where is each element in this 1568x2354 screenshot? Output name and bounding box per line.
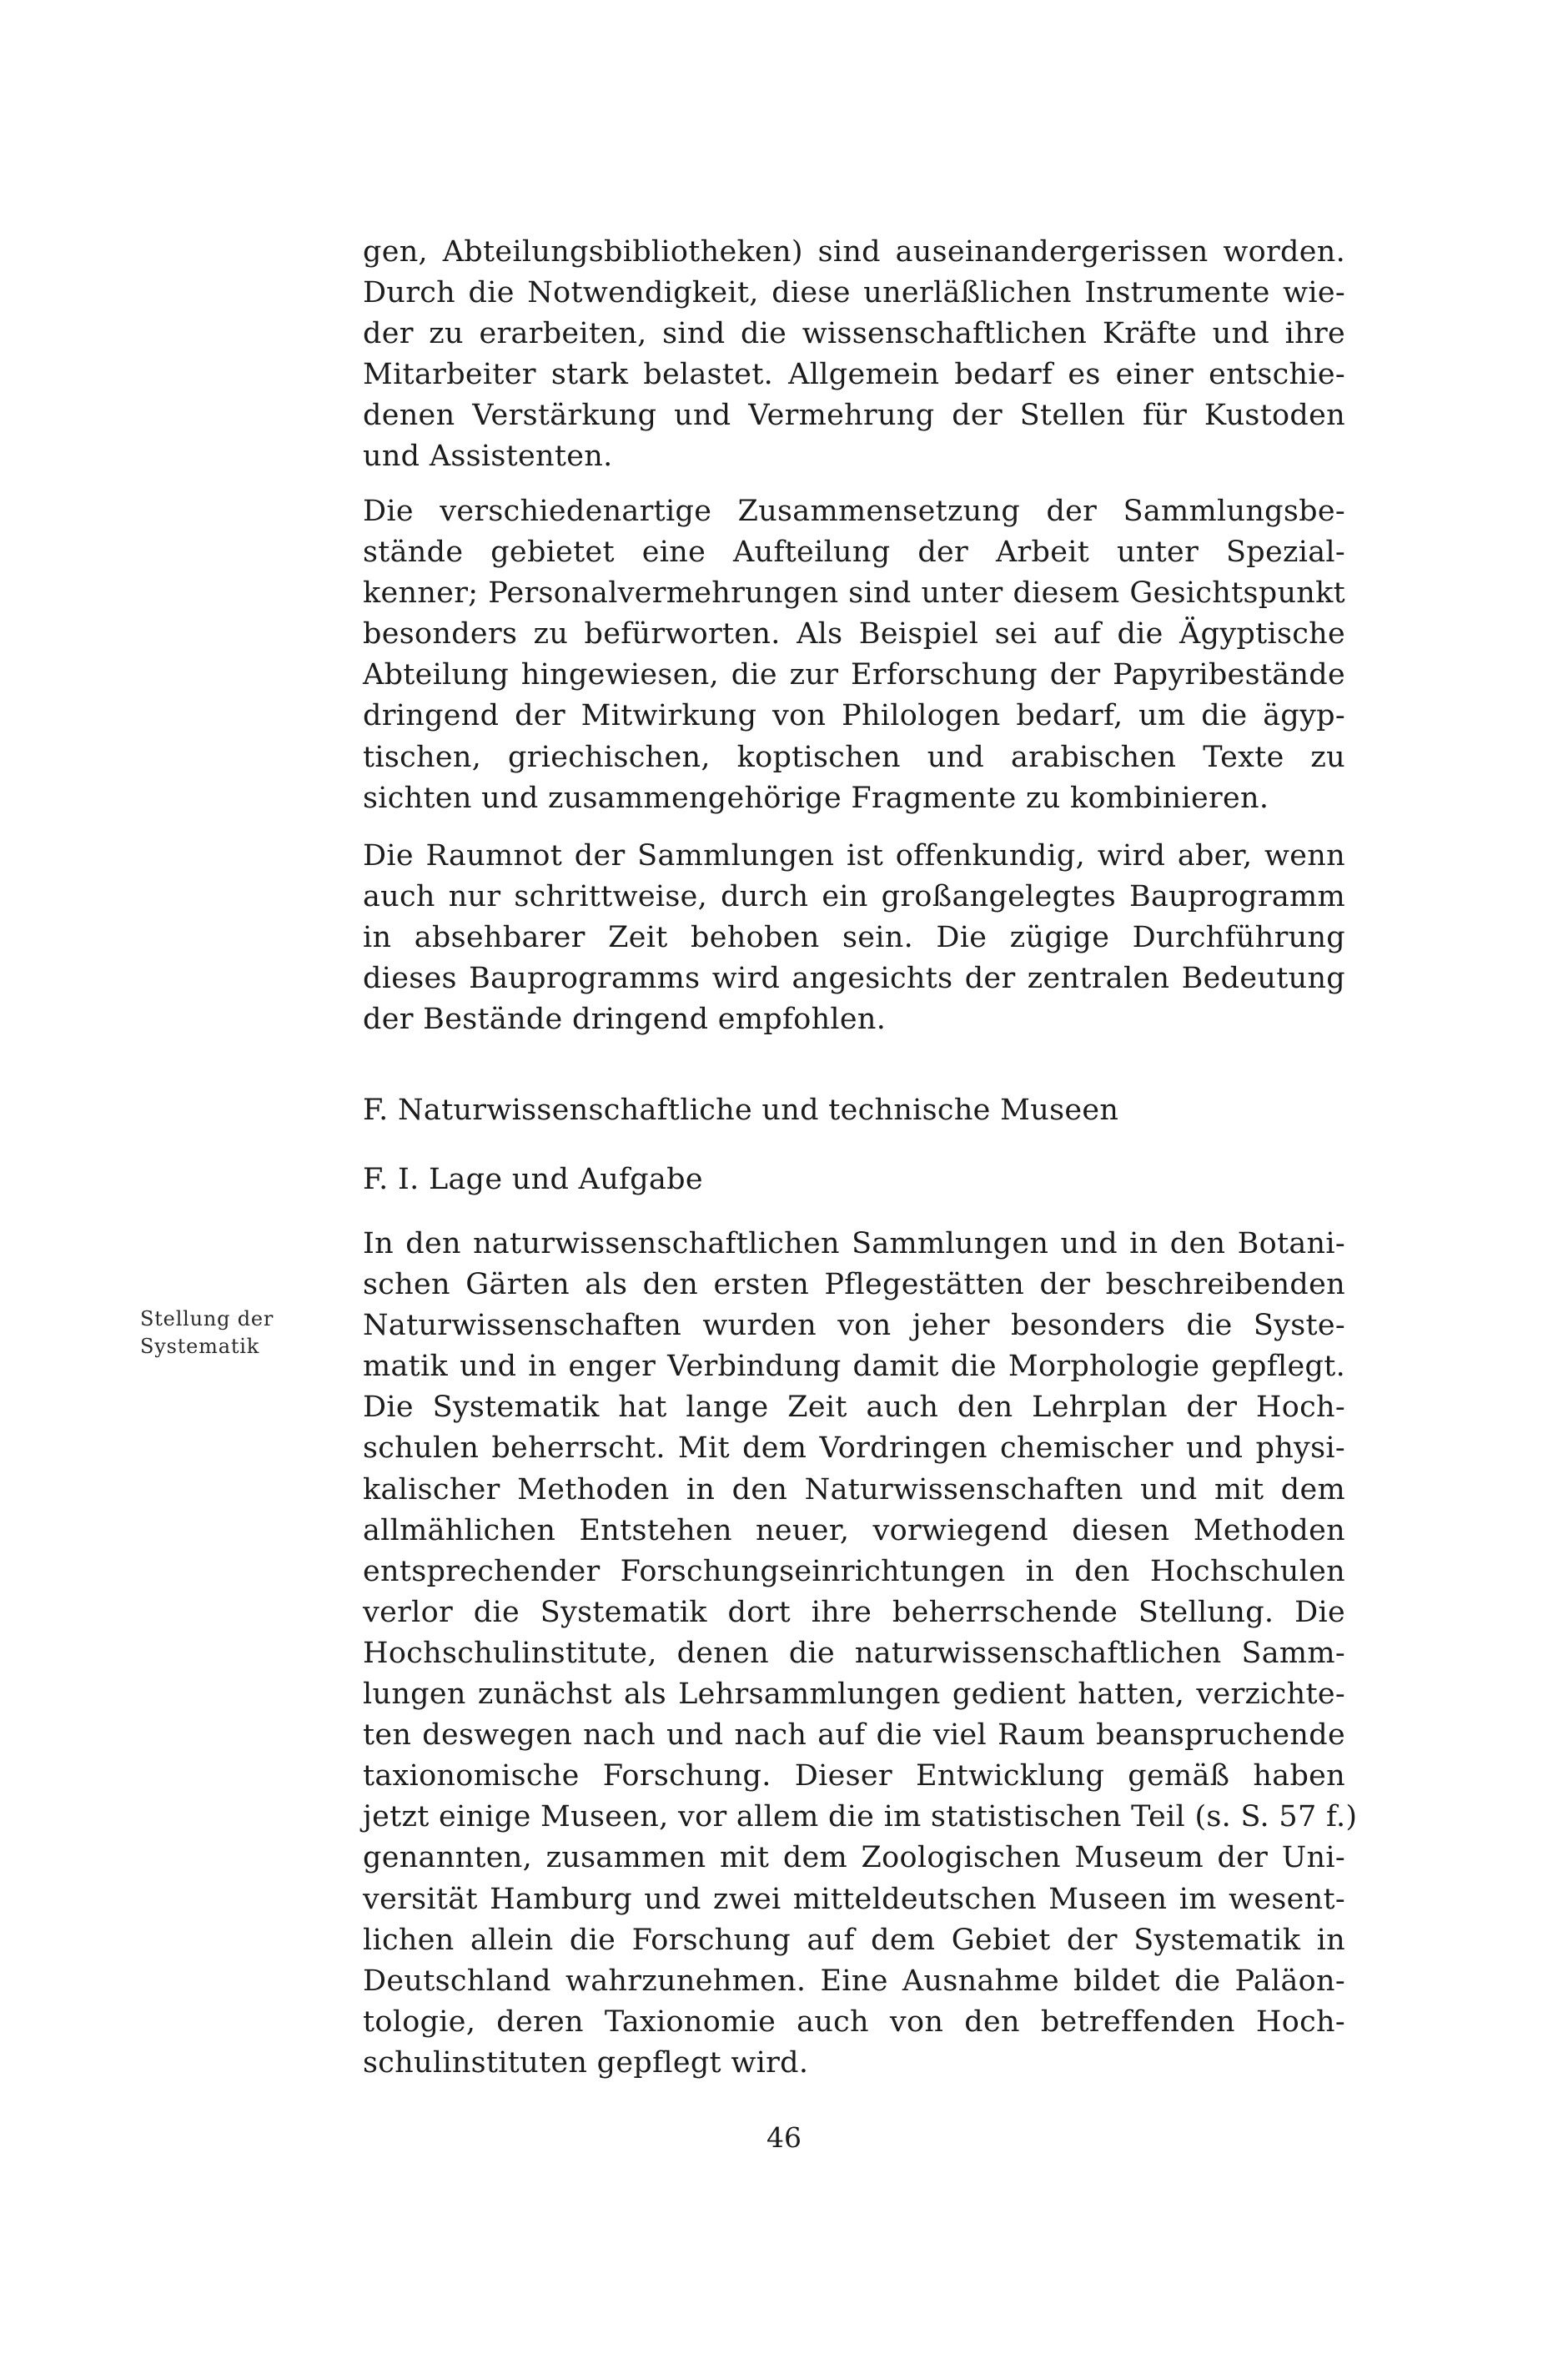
text-line: sichten und zusammengehörige Fragmente zu kombinieren. xyxy=(363,781,1269,815)
text-line: tischen, griechischen, koptischen und arabischen Texte zu xyxy=(363,740,1345,774)
text-line: Mitarbeiter stark belastet. Allgemein bedarf es einer entschie- xyxy=(363,358,1345,392)
paragraph-2 xyxy=(363,491,1345,819)
text-line: Die Systematik hat lange Zeit auch den Lehrplan der Hoch- xyxy=(363,1391,1345,1425)
text-line: dieses Bauprogramms wird angesichts der zentralen Bedeutung xyxy=(363,962,1345,996)
text-line: schen Gärten als den ersten Pflegestätten der beschreibenden xyxy=(363,1268,1345,1302)
page-number: 46 xyxy=(766,2121,802,2154)
paragraph-4 xyxy=(363,1224,1358,2084)
text-line: allmählichen Entstehen neuer, vorwiegend diesen Methoden xyxy=(363,1513,1345,1547)
text-line: Die Raumnot der Sammlungen ist offenkundig, wird aber, wenn xyxy=(363,839,1345,873)
text-line: lichen allein die Forschung auf dem Gebiet der Systematik in xyxy=(363,1923,1345,1957)
text-line: Deutschland wahrzunehmen. Eine Ausnahme bildet die Paläon- xyxy=(363,1964,1345,1998)
text-line: verlor die Systematik dort ihre beherrschende Stellung. Die xyxy=(363,1595,1345,1629)
margin-note xyxy=(140,1305,274,1361)
text-line: auch nur schrittweise, durch ein großangelegtes Bauprogramm xyxy=(363,880,1345,914)
text-line: gen, Abteilungsbibliotheken) sind auseinandergerissen worden. xyxy=(363,235,1345,269)
text-line: schulen beherrscht. Mit dem Vordringen chemischer und physi- xyxy=(363,1431,1345,1466)
margin-note-line: Stellung der xyxy=(140,1307,274,1330)
text-line: jetzt einige Museen, vor allem die im statistischen Teil (s. S. 57 f.) xyxy=(363,1800,1358,1834)
text-line: dringend der Mitwirkung von Philologen bedarf, um die ägyp- xyxy=(363,699,1345,733)
text-line: schulinstituten gepflegt wird. xyxy=(363,2045,809,2080)
text-line: entsprechender Forschungseinrichtungen in den Hochschulen xyxy=(363,1554,1345,1588)
text-line: stände gebietet eine Aufteilung der Arbeit unter Spezial- xyxy=(363,536,1345,570)
text-line: besonders zu befürworten. Als Beispiel sei auf die Ägyptische xyxy=(363,617,1345,651)
text-line: ten deswegen nach und nach auf die viel Raum beanspruchende xyxy=(363,1718,1345,1753)
text-line: tologie, deren Taxionomie auch von den betreffenden Hoch- xyxy=(363,2004,1345,2039)
text-line: kalischer Methoden in den Naturwissenschaften und mit dem xyxy=(363,1472,1345,1506)
text-line: denen Verstärkung und Vermehrung der Stellen für Kustoden xyxy=(363,399,1345,433)
text-line: Die verschiedenartige Zusammensetzung der Sammlungsbe- xyxy=(363,495,1345,528)
text-line: in absehbarer Zeit behoben sein. Die zügige Durchführung xyxy=(363,921,1345,955)
text-line: genannten, zusammen mit dem Zoologischen Museum der Uni- xyxy=(363,1841,1345,1875)
text-line: versität Hamburg und zwei mitteldeutschen Museen im wesent- xyxy=(363,1882,1345,1916)
text-line: der zu erarbeiten, sind die wissenschaftlichen Kräfte und ihre xyxy=(363,317,1345,351)
text-line: der Bestände dringend empfohlen. xyxy=(363,1003,887,1037)
text-line: und Assistenten. xyxy=(363,440,613,474)
text-line: Naturwissenschaften wurden von jeher besonders die Syste- xyxy=(363,1309,1345,1343)
text-line: matik und in enger Verbindung damit die Morphologie gepflegt. xyxy=(363,1350,1345,1384)
paragraph-3 xyxy=(363,836,1345,1040)
section-heading-f: F. Naturwissenschaftliche und technische Museen xyxy=(363,1094,1119,1127)
text-line: In den naturwissenschaftlichen Sammlungen und in den Botani- xyxy=(363,1227,1345,1260)
section-heading-f1: F. I. Lage und Aufgabe xyxy=(363,1163,703,1196)
margin-note-line: Systematik xyxy=(140,1335,260,1358)
text-line: kenner; Personalvermehrungen sind unter diesem Gesichtspunkt xyxy=(363,576,1345,611)
text-line: taxionomische Forschung. Dieser Entwicklung gemäß haben xyxy=(363,1759,1345,1793)
text-line: lungen zunächst als Lehrsammlungen gedient hatten, verzichte- xyxy=(363,1677,1345,1712)
text-line: Durch die Notwendigkeit, diese unerläßlichen Instrumente wie- xyxy=(363,276,1345,310)
paragraph-1 xyxy=(363,232,1345,478)
text-line: Abteilung hingewiesen, die zur Erforschung der Papyribestände xyxy=(363,658,1345,692)
text-line: Hochschulinstitute, denen die naturwissenschaftlichen Samm- xyxy=(363,1636,1345,1670)
